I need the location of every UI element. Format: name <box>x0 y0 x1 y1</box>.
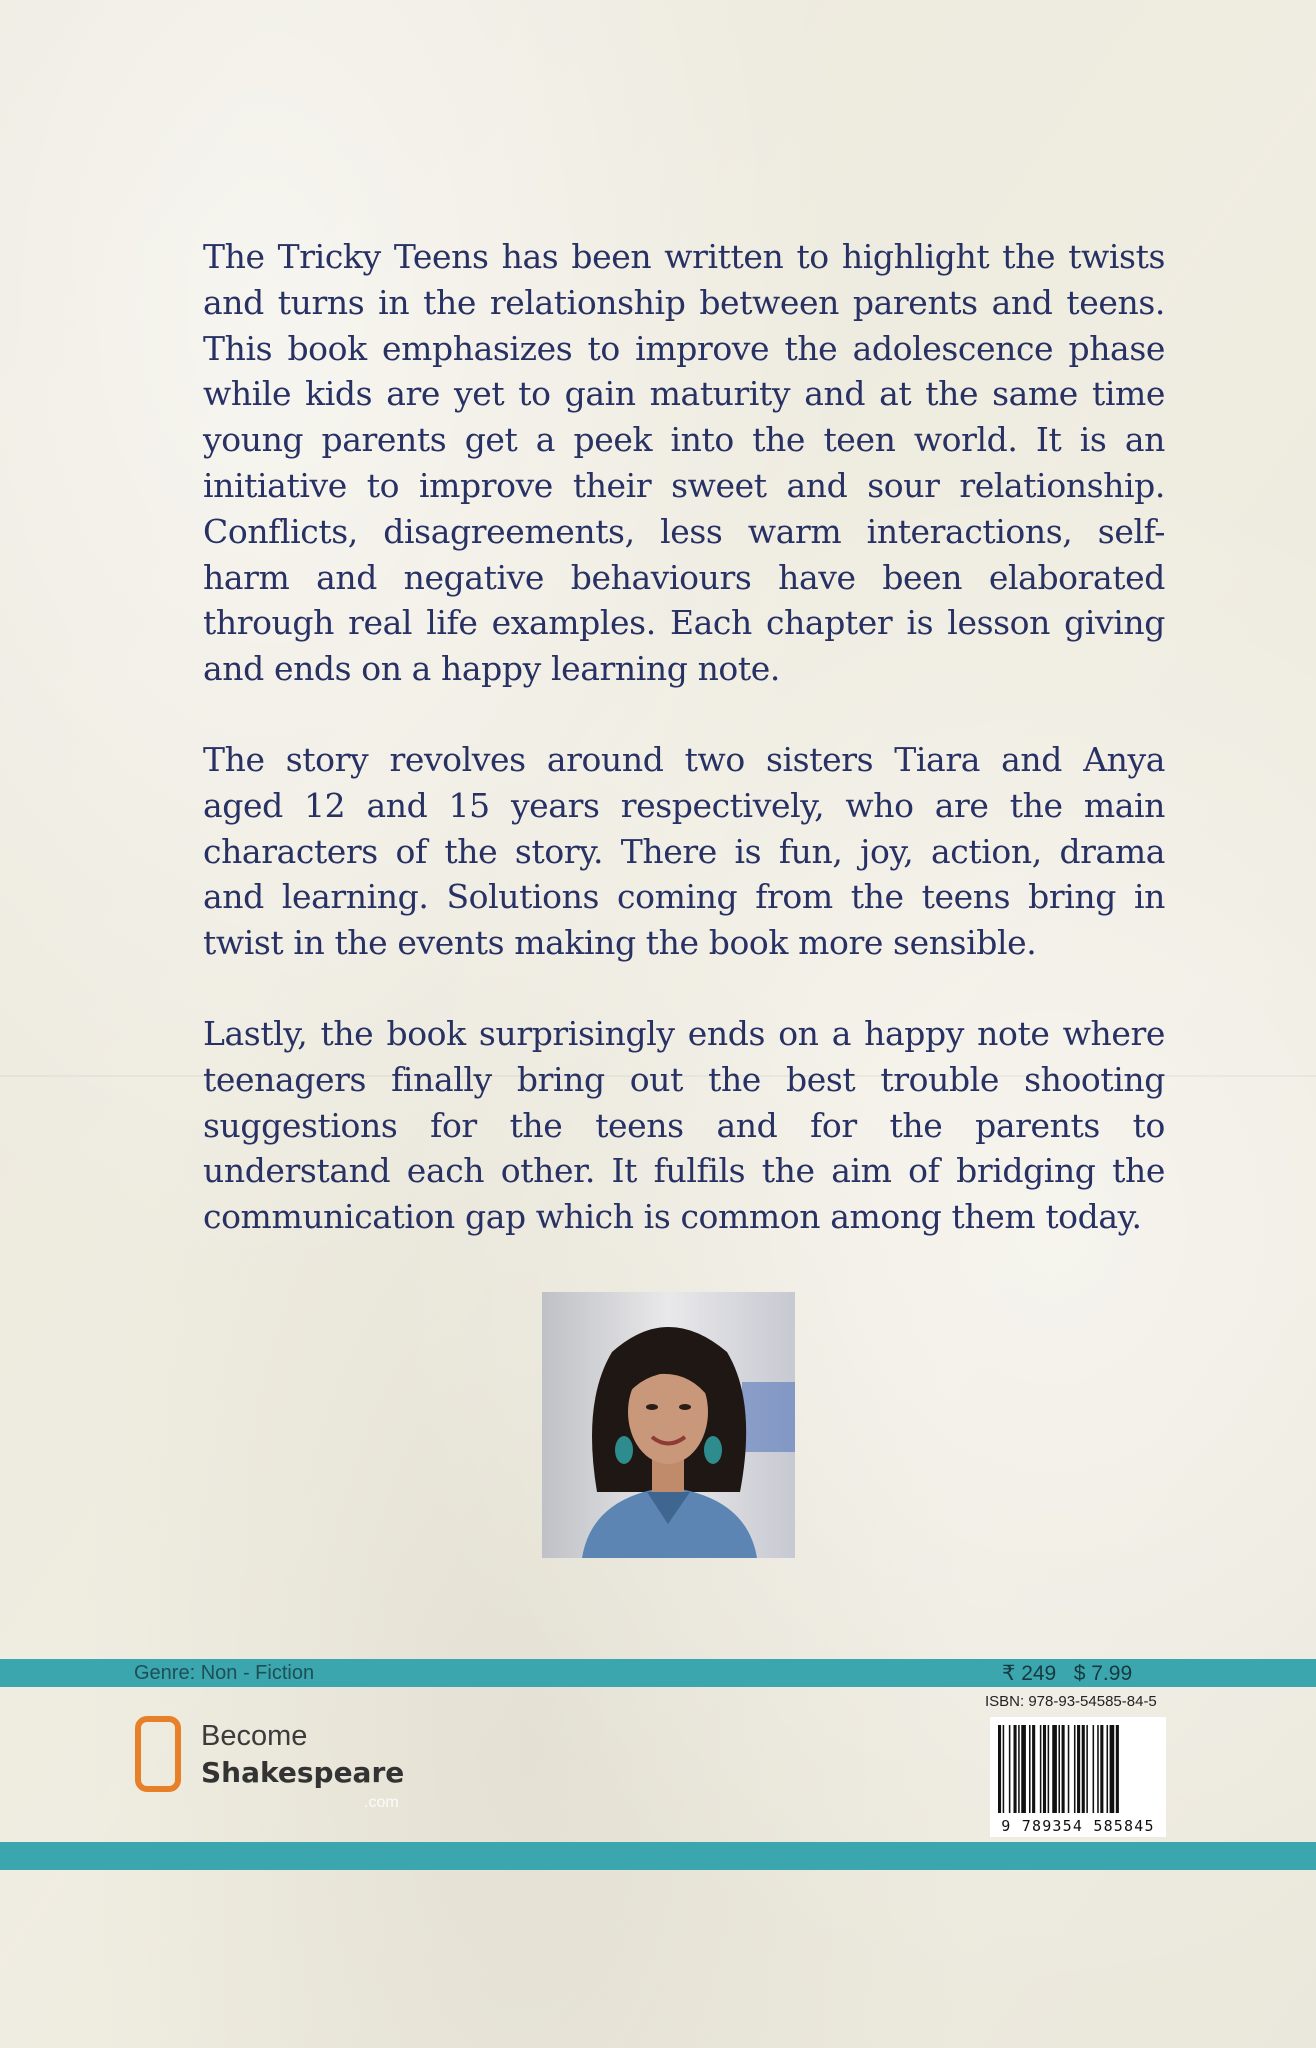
back-cover-blurb <box>203 234 1165 1285</box>
barcode-bar <box>1018 1725 1020 1813</box>
barcode-bar <box>1032 1725 1035 1813</box>
barcode-bar <box>1062 1725 1065 1813</box>
barcode-bar <box>1048 1725 1050 1813</box>
barcode-bar <box>1110 1725 1115 1813</box>
barcode-bar <box>1043 1725 1046 1813</box>
barcode-bar <box>1093 1725 1095 1813</box>
barcode-bar <box>1082 1725 1085 1813</box>
barcode-bar <box>1003 1725 1005 1813</box>
barcode-bar <box>1009 1725 1011 1813</box>
barcode-bar <box>1029 1725 1031 1813</box>
barcode-bar <box>1097 1725 1099 1813</box>
blurb-paragraph-3: Lastly, the book surprisingly ends on a happy note where teenagers finally bring out the best trouble shooting suggestions for the teens and for the parents to understand each other. It fulfils the aim of bridging the communication gap which is common among them today. <box>203 1013 1165 1237</box>
barcode-bar <box>998 1725 1001 1813</box>
isbn-label: ISBN: 978-93-54585-84-5 <box>985 1693 1157 1710</box>
blurb-paragraph-2: The story revolves around two sisters Tiara and Anya aged 12 and 15 years respectively, who are the main characters of the story. There is fun, joy, action, drama and learning. Solutions coming from the teens bring in twist in the events making the book more sensible. <box>203 739 1165 963</box>
barcode-bar <box>1040 1725 1042 1813</box>
barcode-bars <box>990 1717 1166 1817</box>
blurb-paragraph-1: The Tricky Teens has been written to highlight the twists and turns in the relationship between parents and teens. This book emphasizes to improve the adolescence phase while kids are yet to gain maturity and at the same time young parents get a peek into the teen world. It is an initiative to improve their sweet and sour relationship. Conflicts, disagreements, less warm interactions, self-harm and negative behaviours have been elaborated through real life examples. Each chapter is lesson giving and ends on a happy learning note. <box>203 237 1165 689</box>
barcode-bar <box>1100 1725 1103 1813</box>
barcode-bar <box>1058 1725 1060 1813</box>
teal-band-bottom <box>0 1842 1316 1870</box>
author-photo <box>542 1292 795 1558</box>
publisher-logo-icon <box>135 1716 181 1792</box>
barcode <box>990 1717 1166 1837</box>
barcode-bar <box>1052 1725 1057 1813</box>
barcode-bar <box>1116 1725 1119 1813</box>
barcode-bar <box>1077 1725 1080 1813</box>
barcode-bar <box>1086 1725 1088 1813</box>
barcode-bar <box>1021 1725 1026 1813</box>
barcode-bar <box>1068 1725 1070 1813</box>
price-label: ₹ 249 $ 7.99 <box>1002 1662 1133 1685</box>
barcode-bar <box>1014 1725 1017 1813</box>
barcode-digits: 9 789354 585845 <box>1001 1817 1155 1835</box>
publisher-name-line2: Shakespeare <box>201 1756 405 1789</box>
publisher-name-line3: .com <box>364 1794 399 1811</box>
genre-label: Genre: Non - Fiction <box>134 1662 315 1684</box>
barcode-bar <box>1107 1725 1109 1813</box>
publisher-name-line1: Become <box>201 1720 308 1752</box>
barcode-bar <box>1074 1725 1076 1813</box>
